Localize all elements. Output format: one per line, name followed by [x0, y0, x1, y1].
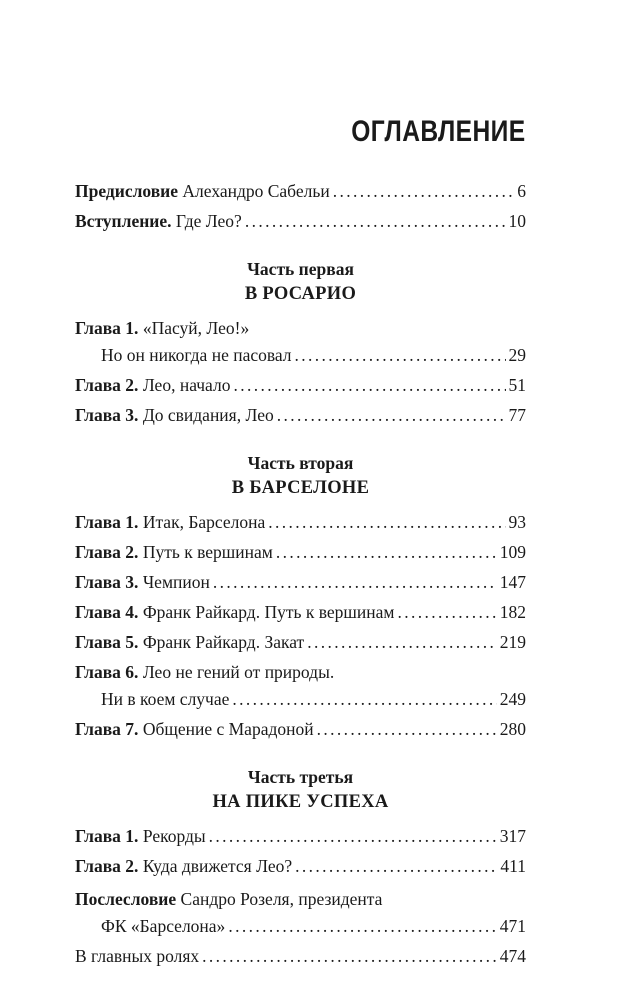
page-number: 471 [499, 916, 526, 936]
toc-entry-p3-ch2[interactable] [75, 853, 526, 880]
toc-entry-p1-ch3[interactable] [75, 402, 526, 429]
page-title: ОГЛАВЛЕНИЕ [351, 115, 526, 148]
entry-label: Глава 4. [75, 602, 139, 622]
entry-text: Лео, начало [138, 375, 231, 395]
entry-text: Лео не гений от природы. [138, 662, 335, 682]
entry-label: Глава 5. [75, 632, 139, 652]
entry-text: Сандро Розеля, президента [176, 889, 383, 909]
entry-label: Глава 2. [75, 542, 139, 562]
entry-label: Вступление. [75, 211, 172, 231]
entry-text: Алехандро Сабельи [178, 181, 330, 201]
toc-entry-foreword[interactable] [75, 178, 526, 205]
toc-entry-p3-ch1[interactable] [75, 823, 526, 850]
toc-entry-p2-ch7[interactable] [75, 716, 526, 743]
entry-label: Глава 1. [75, 318, 139, 338]
toc-entry-p2-ch1[interactable] [75, 509, 526, 536]
page-number: 182 [499, 602, 526, 622]
entry-label: Послесловие [75, 889, 177, 909]
leader-dots [268, 509, 505, 536]
page-number: 77 [508, 405, 526, 425]
toc-entry-p2-ch6[interactable] [75, 659, 526, 713]
entry-text: «Пасуй, Лео!» [138, 318, 250, 338]
table-of-contents [75, 178, 526, 973]
entry-text: Чемпион [138, 572, 210, 592]
part-subtitle: Часть вторая [247, 453, 354, 473]
part-heading-3 [75, 765, 526, 815]
entry-text: Рекорды [138, 826, 206, 846]
leader-dots [333, 178, 515, 205]
page-number: 317 [499, 826, 526, 846]
leader-dots [209, 823, 497, 850]
part-heading-1 [75, 257, 526, 307]
entry-text: Общение с Марадоной [138, 719, 314, 739]
entry-text: До свидания, Лео [138, 405, 274, 425]
leader-dots [213, 569, 497, 596]
page-number: 6 [517, 181, 526, 201]
leader-dots [245, 208, 506, 235]
leader-dots [233, 372, 505, 399]
entry-text-cont: Но он никогда не пасовал [101, 345, 292, 365]
page-number: 51 [508, 375, 526, 395]
page-number: 411 [500, 856, 526, 876]
page-number: 10 [508, 211, 526, 231]
leader-dots [276, 539, 497, 566]
page-number: 474 [499, 946, 526, 966]
toc-entry-p2-ch3[interactable] [75, 569, 526, 596]
part-heading-2 [75, 451, 526, 501]
entry-text-cont: Ни в коем случае [101, 689, 230, 709]
leader-dots [277, 402, 506, 429]
part-subtitle: Часть первая [247, 259, 354, 279]
entry-text: Куда движется Лео? [138, 856, 293, 876]
page-number: 109 [499, 542, 526, 562]
toc-entry-p1-ch2[interactable] [75, 372, 526, 399]
leader-dots [232, 686, 496, 713]
page-number: 249 [499, 689, 526, 709]
part-title: В РОСАРИО [244, 284, 357, 304]
entry-text: В главных ролях [75, 946, 200, 966]
page-number: 29 [508, 345, 526, 365]
entry-label: Предисловие [75, 181, 179, 201]
entry-label: Глава 3. [75, 572, 139, 592]
part-subtitle: Часть третья [247, 767, 354, 787]
leader-dots [317, 716, 497, 743]
toc-entry-p2-ch5[interactable] [75, 629, 526, 656]
leader-dots [307, 629, 497, 656]
entry-label: Глава 3. [75, 405, 139, 425]
page-number: 147 [499, 572, 526, 592]
entry-text: Франк Райкард. Путь к вершинам [138, 602, 395, 622]
entry-text: Где Лео? [171, 211, 242, 231]
entry-label: Глава 2. [75, 856, 139, 876]
entry-label: Глава 7. [75, 719, 139, 739]
part-title: НА ПИКЕ УСПЕХА [212, 792, 389, 812]
entry-text-cont: ФК «Барселона» [101, 916, 226, 936]
leader-dots [295, 342, 506, 369]
entry-label: Глава 1. [75, 826, 139, 846]
toc-entry-afterword[interactable] [75, 886, 526, 940]
toc-entry-p2-ch2[interactable] [75, 539, 526, 566]
toc-entry-p2-ch4[interactable] [75, 599, 526, 626]
entry-text: Франк Райкард. Закат [138, 632, 305, 652]
entry-label: Глава 1. [75, 512, 139, 532]
toc-entry-introduction[interactable] [75, 208, 526, 235]
page-number: 280 [499, 719, 526, 739]
leader-dots [295, 853, 497, 880]
part-title: В БАРСЕЛОНЕ [231, 478, 370, 498]
page-number: 219 [499, 632, 526, 652]
leader-dots [202, 943, 497, 970]
toc-entry-cast[interactable] [75, 943, 526, 970]
leader-dots [397, 599, 496, 626]
entry-label: Глава 2. [75, 375, 139, 395]
page-number: 93 [508, 512, 526, 532]
entry-text: Путь к вершинам [138, 542, 273, 562]
leader-dots [228, 913, 496, 940]
entry-label: Глава 6. [75, 662, 139, 682]
toc-entry-p1-ch1[interactable] [75, 315, 526, 369]
entry-text: Итак, Барселона [138, 512, 266, 532]
